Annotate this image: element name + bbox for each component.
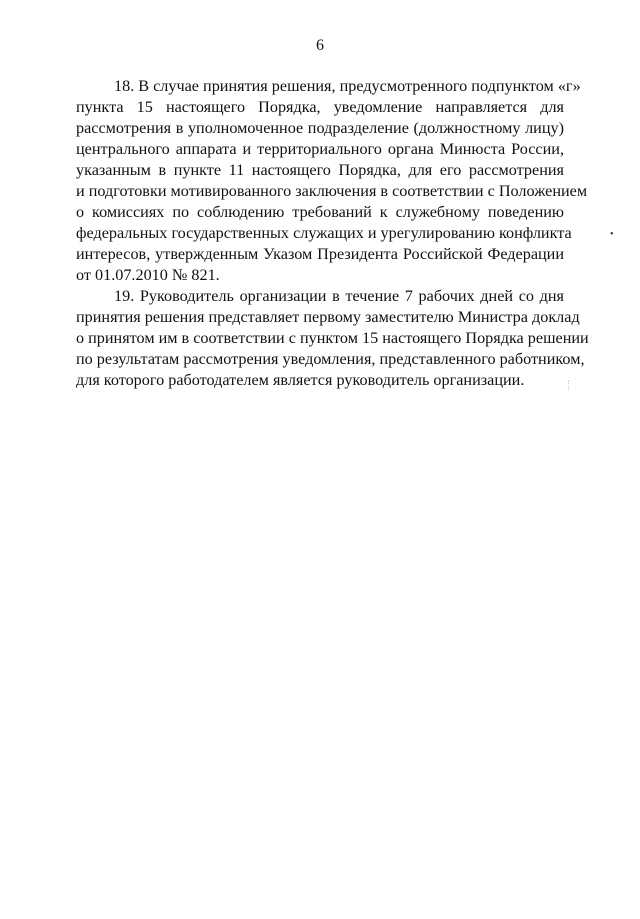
paragraph-18-line: рассмотрения в уполномоченное подразделение (должностному лицу) [76,119,564,137]
paragraph-19-line: о принятом им в соответствии с пунктом 15 настоящего Порядка решении [76,329,589,347]
paragraph-19-line: для которого работодателем является руководитель организации. [76,371,525,389]
paragraph-18-line: от 01.07.2010 № 821. [76,266,220,284]
paragraph-18 [76,76,588,286]
document-body [76,76,589,391]
margin-mark: • [610,229,614,240]
page-number: 6 [316,37,324,54]
paragraph-18-line: о комиссиях по соблюдению требований к служебному поведению [76,203,564,221]
scan-artifact [568,380,571,390]
paragraph-19-line: по результатам рассмотрения уведомления, представленного работником, [76,350,585,368]
paragraph-18-line: федеральных государственных служащих и урегулированию конфликта [76,224,572,242]
paragraph-19-line: принятия решения представляет первому заместителю Министра доклад [76,308,580,326]
paragraph-19-line: 19. Руководитель организации в течение 7 рабочих дней со дня [114,287,564,305]
paragraph-18-line: указанным в пункте 11 настоящего Порядка, для его рассмотрения [76,161,564,179]
paragraph-18-line: интересов, утвержденным Указом Президента Российской Федерации [76,245,564,263]
paragraph-18-line: 18. В случае принятия решения, предусмотренного подпунктом «г» [114,77,581,95]
paragraph-18-line: пункта 15 настоящего Порядка, уведомление направляется для [76,98,564,116]
paragraph-18-line: центрального аппарата и территориального органа Минюста России, [76,140,564,158]
paragraph-19 [76,286,589,391]
paragraph-18-line: и подготовки мотивированного заключения в соответствии с Положением [76,182,588,200]
